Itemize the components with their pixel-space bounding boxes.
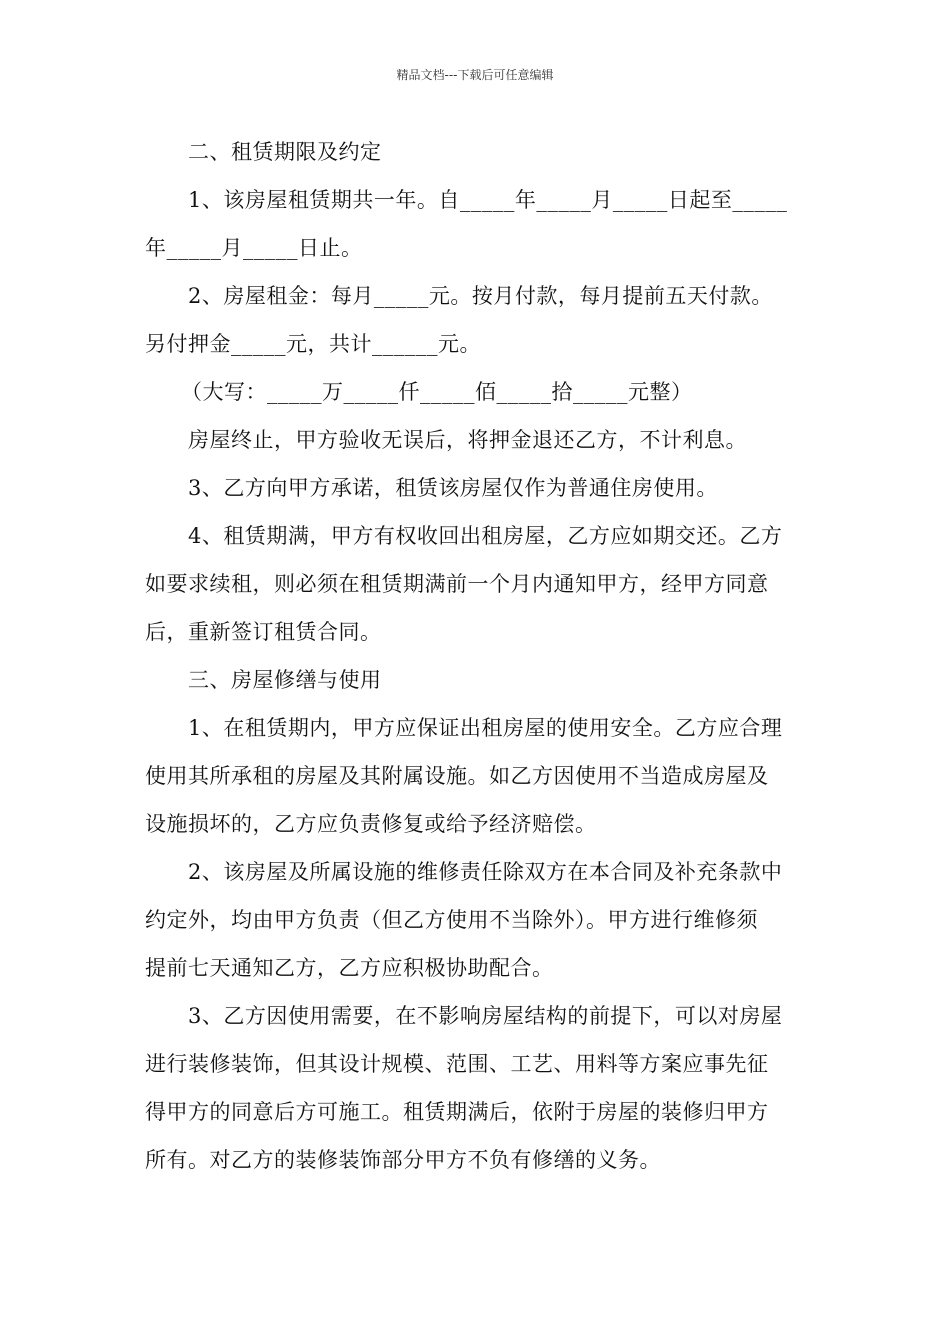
paragraph-line: 设施损坏的，乙方应负责修复或给予经济赔偿。 — [145, 812, 597, 836]
paragraph-line: 年_____月_____日止。 — [145, 236, 363, 260]
paragraph-line: 3、乙方因使用需要，在不影响房屋结构的前提下，可以对房屋 — [188, 1004, 783, 1028]
paragraph-line: 1、该房屋租赁期共一年。自_____年_____月_____日起至_____ — [188, 188, 788, 212]
paragraph-line: 1、在租赁期内，甲方应保证出租房屋的使用安全。乙方应合理 — [188, 716, 783, 740]
paragraph-line: 得甲方的同意后方可施工。租赁期满后，依附于房屋的装修归甲方 — [145, 1100, 769, 1124]
paragraph-line: 所有。对乙方的装修装饰部分甲方不负有修缮的义务。 — [145, 1148, 661, 1172]
paragraph-line: 3、乙方向甲方承诺，租赁该房屋仅作为普通住房使用。 — [188, 476, 718, 500]
paragraph-line: 房屋终止，甲方验收无误后，将押金退还乙方，不计利息。 — [188, 428, 747, 452]
paragraph-line: 2、房屋租金：每月_____元。按月付款，每月提前五天付款。 — [188, 284, 773, 308]
section-heading-repair-use: 三、房屋修缮与使用 — [188, 668, 382, 692]
paragraph-line: 后，重新签订租赁合同。 — [145, 620, 382, 644]
paragraph-line: 4、租赁期满，甲方有权收回出租房屋，乙方应如期交还。乙方 — [188, 524, 783, 548]
page-header: 精品文档---下载后可任意编辑 — [396, 68, 554, 82]
paragraph-line: 使用其所承租的房屋及其附属设施。如乙方因使用不当造成房屋及 — [145, 764, 769, 788]
paragraph-line: 进行装修装饰，但其设计规模、范围、工艺、用料等方案应事先征 — [145, 1052, 769, 1076]
paragraph-line: 约定外，均由甲方负责（但乙方使用不当除外）。甲方进行维修须 — [145, 908, 758, 932]
document-body — [145, 128, 807, 1184]
paragraph-line: 如要求续租，则必须在租赁期满前一个月内通知甲方，经甲方同意 — [145, 572, 769, 596]
paragraph-line: 2、该房屋及所属设施的维修责任除双方在本合同及补充条款中 — [188, 860, 783, 884]
paragraph-line: 另付押金_____元，共计______元。 — [145, 332, 481, 356]
section-heading-lease-term: 二、租赁期限及约定 — [188, 140, 382, 164]
paragraph-line: 提前七天通知乙方，乙方应积极协助配合。 — [145, 956, 554, 980]
paragraph-line: （大写：_____万_____仟_____佰_____拾_____元整） — [181, 380, 693, 404]
